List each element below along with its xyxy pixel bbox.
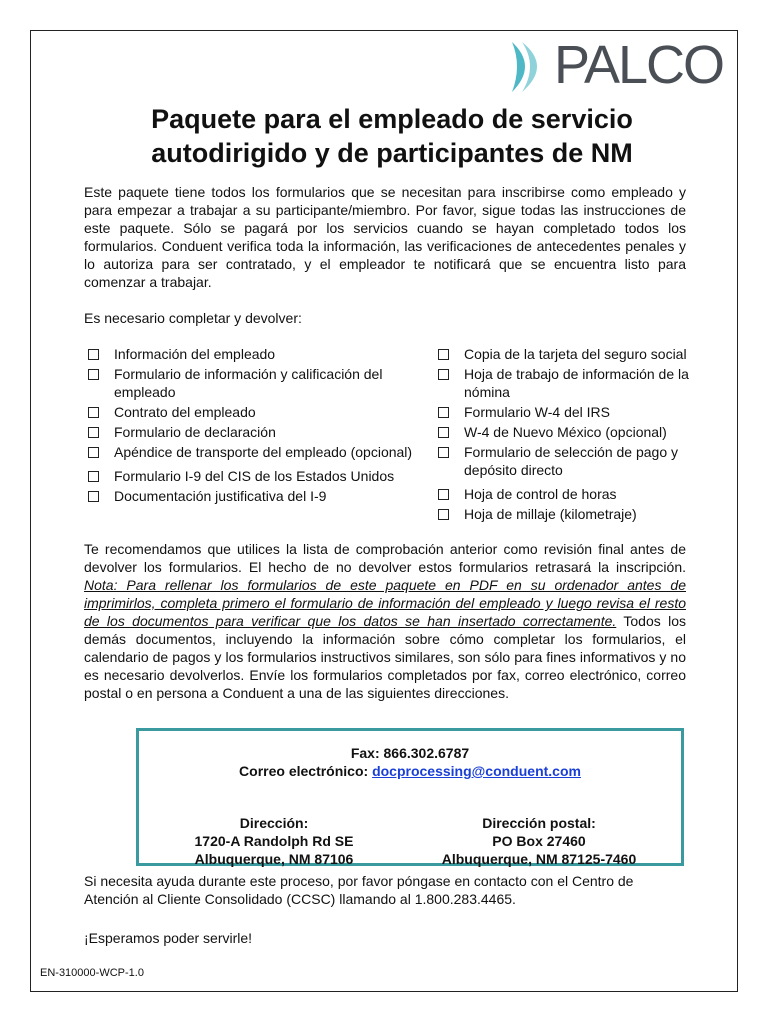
closing-text: ¡Esperamos poder servirle! xyxy=(84,930,253,946)
checkbox[interactable] xyxy=(438,349,449,360)
help-text: Si necesita ayuda durante este proceso, por favor póngase en contacto con el Centro de Atención al Cliente Consolidado (CCSC) llamando al 1.800.283.4465. xyxy=(84,873,634,907)
checkbox[interactable] xyxy=(88,369,99,380)
checkbox[interactable] xyxy=(88,447,99,458)
checklist-item[interactable]: Apéndice de transporte del empleado (opcional) xyxy=(86,443,416,461)
checklist-right xyxy=(436,345,714,523)
contact-box xyxy=(136,728,684,866)
checklist-item[interactable]: Copia de la tarjeta del seguro social xyxy=(436,345,714,363)
checkbox[interactable] xyxy=(438,407,449,418)
checklist-left xyxy=(86,345,416,505)
checklist-item[interactable]: Formulario de declaración xyxy=(86,423,416,441)
checklist-item[interactable]: Formulario de información y calificación del empleado xyxy=(86,365,416,401)
checkbox[interactable] xyxy=(438,427,449,438)
checklist-item[interactable]: Hoja de control de horas xyxy=(436,485,714,503)
checkbox[interactable] xyxy=(88,471,99,482)
street-address: Dirección: 1720-A Randolph Rd SE Albuquerque, NM 87106 xyxy=(194,815,354,867)
checklist-item[interactable]: Formulario de selección de pago y depósito directo xyxy=(436,443,714,479)
checklist-item[interactable]: Información del empleado xyxy=(86,345,416,363)
checkbox[interactable] xyxy=(88,427,99,438)
checkbox[interactable] xyxy=(438,369,449,380)
required-heading: Es necesario completar y devolver: xyxy=(84,310,302,326)
checklist-item[interactable]: Formulario I-9 del CIS de los Estados Unidos xyxy=(86,467,416,485)
postal-address: Dirección postal: PO Box 27460 Albuquerque, NM 87125-7460 xyxy=(441,815,637,867)
palco-logo-text: PALCO xyxy=(554,35,724,95)
checkbox[interactable] xyxy=(88,407,99,418)
checklist-item[interactable]: Hoja de trabajo de información de la nómina xyxy=(436,365,714,401)
checklist-item[interactable]: Documentación justificativa del I-9 xyxy=(86,487,416,505)
checkbox[interactable] xyxy=(88,491,99,502)
checklist-item[interactable]: W-4 de Nuevo México (opcional) xyxy=(436,423,714,441)
palco-logo-mark-icon xyxy=(508,36,552,96)
checkbox[interactable] xyxy=(88,349,99,360)
email-line: Correo electrónico: docprocessing@conduent.com xyxy=(239,763,581,779)
pdf-note: Nota: Para rellenar los formularios de este paquete en PDF en su ordenador antes de imprimirlos, completa primero el formulario de información del empleado y luego revisa el resto de los documentos para verificar que los datos se han insertado correctamente. xyxy=(84,577,686,629)
checklist-item[interactable]: Hoja de millaje (kilometraje) xyxy=(436,505,714,523)
email-link[interactable]: docprocessing@conduent.com xyxy=(372,763,581,779)
fax-line: Fax: 866.302.6787 xyxy=(350,745,470,761)
form-code: EN-310000-WCP-1.0 xyxy=(40,967,144,979)
recommendation-paragraph: Te recomendamos que utilices la lista de comprobación anterior como revisión final antes de devolver los formularios. El hecho de no devolver estos formularios retrasará la inscripción. Nota: Para rellenar los formularios de este paquete en PDF en su ordenador antes de imprimirlos, completa primero el formulario de información del empleado y luego revisa el resto de los documentos para verificar que los datos se han insertado correctamente. Todos los demás documentos, incluyendo la información sobre cómo completar los formularios, el calendario de pagos y los formularios instructivos similares, son sólo para fines informativos y no es necesario devolverlos. Envíe los formularios completados por fax, correo electrónico, correo postal o en persona a Conduent a una de las siguientes direcciones. xyxy=(84,541,686,701)
checklist-item[interactable]: Contrato del empleado xyxy=(86,403,416,421)
palco-logo xyxy=(508,34,738,98)
checkbox[interactable] xyxy=(438,447,449,458)
checkbox[interactable] xyxy=(438,509,449,520)
checkbox[interactable] xyxy=(438,489,449,500)
checklist-item[interactable]: Formulario W-4 del IRS xyxy=(436,403,714,421)
page-title: Paquete para el empleado de servicio autodirigido y de participantes de NM xyxy=(151,104,633,168)
intro-paragraph: Este paquete tiene todos los formularios que se necesitan para inscribirse como empleado y para empezar a trabajar a su participante/miembro. Por favor, sigue todas las instrucciones de este paquete. Sólo se pagará por los servicios cuando se hayan completado todos los formularios. Conduent verifica toda la información, las verificaciones de antecedentes penales y lo autoriza para ser contratado, y el empleador te notificará que se encuentra listo para comenzar a trabajar. xyxy=(84,184,686,290)
